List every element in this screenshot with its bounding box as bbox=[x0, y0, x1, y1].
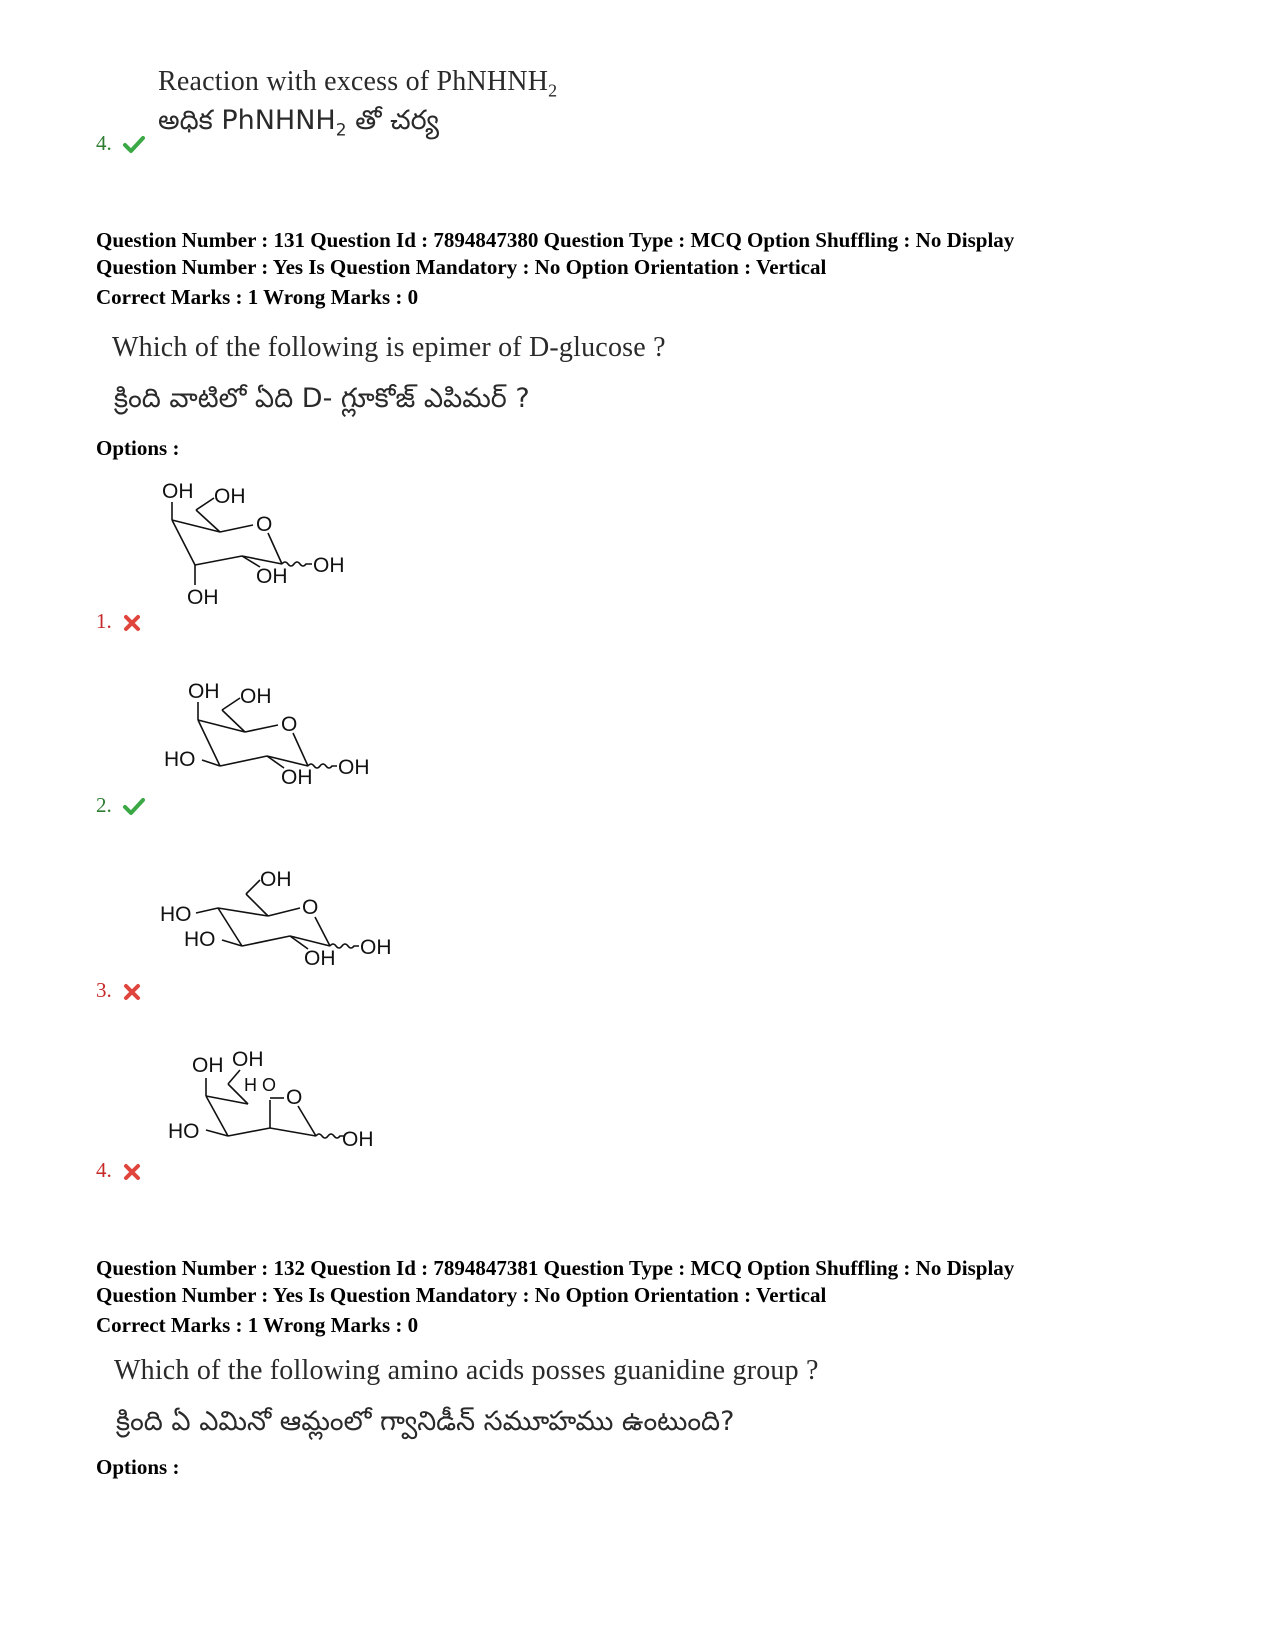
bond bbox=[172, 520, 195, 565]
bond bbox=[242, 936, 290, 946]
q132-meta-line1: Question Number : 132 Question Id : 7894847381 Question Type : MCQ Option Shuffling : No Display bbox=[96, 1256, 1015, 1280]
option-1-number bbox=[96, 609, 141, 634]
q132-marks: Correct Marks : 1 Wrong Marks : 0 bbox=[96, 1313, 419, 1337]
q131-marks: Correct Marks : 1 Wrong Marks : 0 bbox=[96, 285, 419, 309]
subscript: 2 bbox=[335, 120, 347, 141]
q131-meta-line1: Question Number : 131 Question Id : 7894847380 Question Type : MCQ Option Shuffling : No Display bbox=[96, 228, 1015, 252]
option-number: 2. bbox=[96, 793, 112, 817]
bond bbox=[268, 533, 282, 564]
ring-oxygen-label: O bbox=[281, 713, 298, 736]
bond bbox=[270, 1128, 316, 1136]
oh-label: OH bbox=[304, 947, 336, 970]
bond bbox=[218, 908, 242, 946]
q132-meta-line2: Question Number : Yes Is Question Mandatory : No Option Orientation : Vertical bbox=[96, 1283, 827, 1307]
q132-options-label: Options : bbox=[96, 1455, 180, 1479]
option-2-number bbox=[96, 793, 145, 818]
ho-label: HO bbox=[164, 748, 196, 771]
q131-meta-line2: Question Number : Yes Is Question Mandatory : No Option Orientation : Vertical bbox=[96, 255, 827, 279]
oh-label: OH bbox=[240, 685, 272, 708]
oh-label: OH bbox=[232, 1048, 264, 1071]
bond bbox=[196, 908, 218, 913]
oh-label: OH bbox=[360, 936, 392, 959]
oh-label: OH bbox=[188, 680, 220, 703]
option-number: 1. bbox=[96, 609, 112, 633]
q131-question-en: Which of the following is epimer of D-glucose ? bbox=[112, 332, 666, 363]
oh-label: OH bbox=[313, 554, 345, 577]
option-3-structure bbox=[150, 860, 410, 980]
bond bbox=[293, 733, 308, 766]
bond bbox=[228, 1070, 240, 1084]
cross-icon bbox=[123, 983, 141, 1001]
q132-meta bbox=[96, 1255, 1014, 1309]
bond bbox=[220, 525, 253, 532]
prev-option-en-text: Reaction with excess of PhNHNH bbox=[158, 66, 549, 97]
option-number: 3. bbox=[96, 978, 112, 1002]
oh-label: OH bbox=[281, 766, 313, 789]
oh-label: OH bbox=[342, 1128, 374, 1151]
prev-option-text-en bbox=[158, 66, 557, 102]
option-2-structure bbox=[150, 670, 390, 800]
bond bbox=[315, 917, 330, 946]
ho-label: HO bbox=[160, 903, 192, 926]
wavy-bond bbox=[316, 1134, 344, 1138]
option-number: 4. bbox=[96, 131, 112, 155]
ho-label: H O bbox=[244, 1075, 277, 1095]
q131-meta bbox=[96, 227, 1014, 281]
ho-label: HO bbox=[168, 1120, 200, 1143]
check-icon bbox=[123, 136, 145, 154]
q131-question-te: క్రింది వాటిలో ఏది D- గ్లూకోజ్ ఎపిమర్ ? bbox=[114, 383, 530, 414]
bond bbox=[220, 756, 267, 766]
q131-options-label: Options : bbox=[96, 436, 180, 460]
option-number: 4. bbox=[96, 1158, 112, 1182]
oh-label: OH bbox=[256, 565, 288, 588]
bond bbox=[298, 1106, 316, 1136]
subscript: 2 bbox=[548, 80, 558, 101]
bond bbox=[245, 725, 278, 732]
bond bbox=[195, 556, 242, 565]
cross-icon bbox=[123, 1163, 141, 1181]
oh-label: OH bbox=[162, 480, 194, 503]
oh-label: OH bbox=[192, 1054, 224, 1077]
option-1-structure bbox=[150, 470, 370, 615]
bond bbox=[228, 1128, 270, 1136]
oh-label: OH bbox=[214, 485, 246, 508]
bond bbox=[222, 698, 240, 710]
option-4-structure bbox=[150, 1040, 400, 1160]
q132-question-te: క్రింది ఏ ఎమినో ఆమ్లంలో గ్వానిడీన్ సమూహము ఉంటుంది? bbox=[116, 1406, 735, 1437]
q132-question-en: Which of the following amino acids posses guanidine group ? bbox=[114, 1355, 819, 1386]
ho-label: HO bbox=[184, 928, 216, 951]
bond bbox=[206, 1096, 228, 1136]
prev-option-te-text: అధిక PhNHNH bbox=[158, 105, 336, 136]
oh-label: OH bbox=[260, 868, 292, 891]
bond bbox=[198, 720, 220, 766]
ring-oxygen-label: O bbox=[302, 896, 319, 919]
prev-option-text-te bbox=[158, 105, 439, 143]
oh-label: OH bbox=[338, 756, 370, 779]
prev-option-number bbox=[96, 131, 145, 156]
ring-oxygen-label: O bbox=[256, 513, 273, 536]
cross-icon bbox=[123, 614, 141, 632]
prev-option-te-suffix: తో చర్య bbox=[346, 105, 439, 136]
option-3-number bbox=[96, 978, 141, 1003]
bond bbox=[196, 498, 214, 510]
option-4-number bbox=[96, 1158, 141, 1183]
bond bbox=[246, 880, 260, 894]
oh-label: OH bbox=[187, 586, 219, 609]
check-icon bbox=[123, 798, 145, 816]
ring-oxygen-label: O bbox=[286, 1086, 303, 1109]
bond bbox=[268, 908, 300, 916]
